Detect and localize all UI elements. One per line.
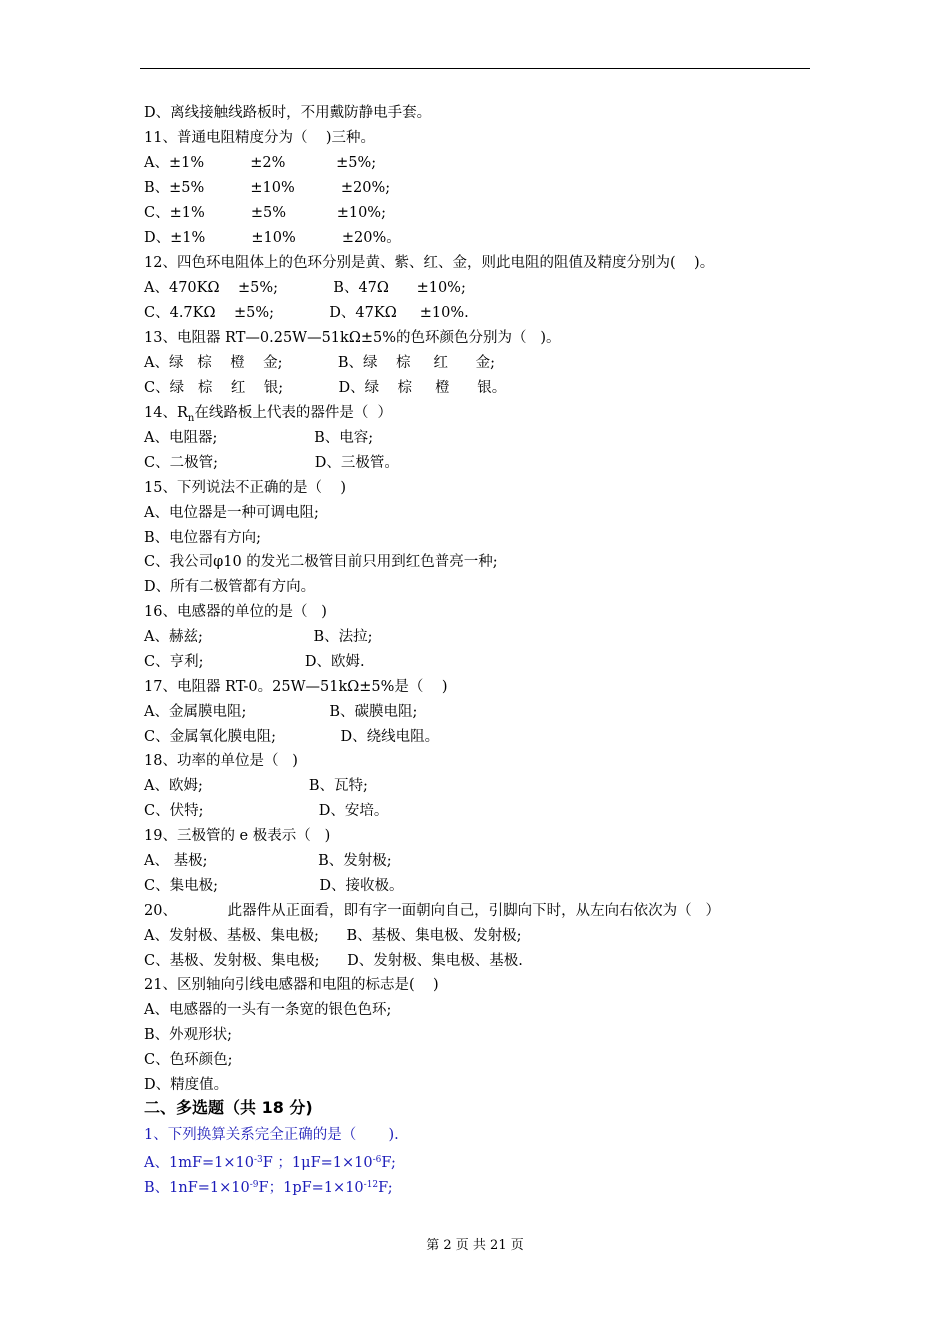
option-line: A、发射极、基极、集电极; B、基极、集电极、发射极; <box>144 928 522 944</box>
option-line: C、集电极; D、接收极。 <box>144 878 404 894</box>
option-line: C、伏特; D、安培。 <box>144 803 389 819</box>
option-text: F；1pF=1×10 <box>258 1180 364 1196</box>
option-line: C、亨利; D、欧姆. <box>144 654 365 670</box>
option-line: D、±1% ±10% ±20%。 <box>144 230 401 246</box>
exponent: -9 <box>249 1180 259 1190</box>
option-line: C、二极管; D、三极管。 <box>144 455 399 471</box>
question-15: 15、下列说法不正确的是（ ) <box>144 480 347 496</box>
multi-option-a <box>144 1151 396 1172</box>
question-14 <box>144 404 392 428</box>
option-text: A、1mF=1×10 <box>144 1155 254 1171</box>
option-line: A、电阻器; B、电容; <box>144 430 374 446</box>
question-13: 13、电阻器 RT—0.25W—51kΩ±5%的色环颜色分别为（ )。 <box>144 330 561 346</box>
option-line: A、±1% ±2% ±5%; <box>144 155 377 171</box>
question-14-subscript: n <box>187 413 195 424</box>
option-line: A、欧姆; B、瓦特; <box>144 778 368 794</box>
option-line: C、金属氧化膜电阻; D、绕线电阻。 <box>144 729 440 745</box>
question-21: 21、区别轴向引线电感器和电阻的标志是( ) <box>144 977 439 993</box>
option-line: C、±1% ±5% ±10%; <box>144 205 386 221</box>
question-14-prefix: 14、R <box>144 405 188 421</box>
option-line: A、绿 棕 橙 金; B、绿 棕 红 金; <box>144 355 496 371</box>
question-18: 18、功率的单位是（ ) <box>144 753 298 769</box>
section-heading-multiple-choice: 二、多选题（共 18 分) <box>144 1098 313 1117</box>
option-line: C、我公司φ10 的发光二极管目前只用到红色普亮一种; <box>144 554 498 570</box>
option-line: A、电位器是一种可调电阻; <box>144 505 319 521</box>
option-line: A、 基极; B、发射极; <box>144 853 392 869</box>
option-text: B、1nF=1×10 <box>144 1180 250 1196</box>
exponent: -3 <box>253 1155 263 1165</box>
option-text: F ；1μF=1×10 <box>262 1155 373 1171</box>
option-line: A、金属膜电阻; B、碳膜电阻; <box>144 704 418 720</box>
multi-option-b <box>144 1176 393 1197</box>
option-line: A、电感器的一头有一条宽的银色色环; <box>144 1002 392 1018</box>
exponent: -12 <box>363 1180 379 1190</box>
option-line: A、470KΩ ±5%; B、47Ω ±10%; <box>144 280 466 296</box>
option-line: A、赫兹; B、法拉; <box>144 629 373 645</box>
multi-question-1: 1、下列换算关系完全正确的是（ ). <box>144 1127 399 1143</box>
text-line: D、离线接触线路板时，不用戴防静电手套。 <box>144 105 432 121</box>
option-text: F; <box>381 1155 396 1171</box>
option-line: B、±5% ±10% ±20%; <box>144 180 391 196</box>
exponent: -6 <box>372 1155 382 1165</box>
option-line: C、绿 棕 红 银; D、绿 棕 橙 银。 <box>144 380 507 396</box>
question-16: 16、电感器的单位的是（ ) <box>144 604 327 620</box>
option-line: D、精度值。 <box>144 1077 229 1093</box>
question-17: 17、电阻器 RT-0。25W—51kΩ±5%是（ ) <box>144 679 448 695</box>
question-12: 12、四色环电阻体上的色环分别是黄、紫、红、金，则此电阻的阻值及精度分别为( )。 <box>144 255 715 271</box>
question-20: 20、 此器件从正面看，即有字一面朝向自己，引脚向下时，从左向右依次为（ ） <box>144 903 720 919</box>
option-line: B、电位器有方向; <box>144 530 262 546</box>
question-19: 19、三极管的 e 极表示（ ) <box>144 828 331 844</box>
header-rule <box>140 68 810 69</box>
page-footer: 第 2 页 共 21 页 <box>426 1238 524 1253</box>
option-line: D、所有二极管都有方向。 <box>144 579 316 595</box>
option-line: C、基极、发射极、集电极; D、发射极、集电极、基极. <box>144 953 523 969</box>
option-line: C、色环颜色; <box>144 1052 233 1068</box>
question-11: 11、普通电阻精度分为（ )三种。 <box>144 130 376 146</box>
option-line: C、4.7KΩ ±5%; D、47KΩ ±10%. <box>144 305 469 321</box>
option-text: F; <box>378 1180 393 1196</box>
option-line: B、外观形状; <box>144 1027 233 1043</box>
question-14-text: 在线路板上代表的器件是（ ） <box>194 405 393 421</box>
